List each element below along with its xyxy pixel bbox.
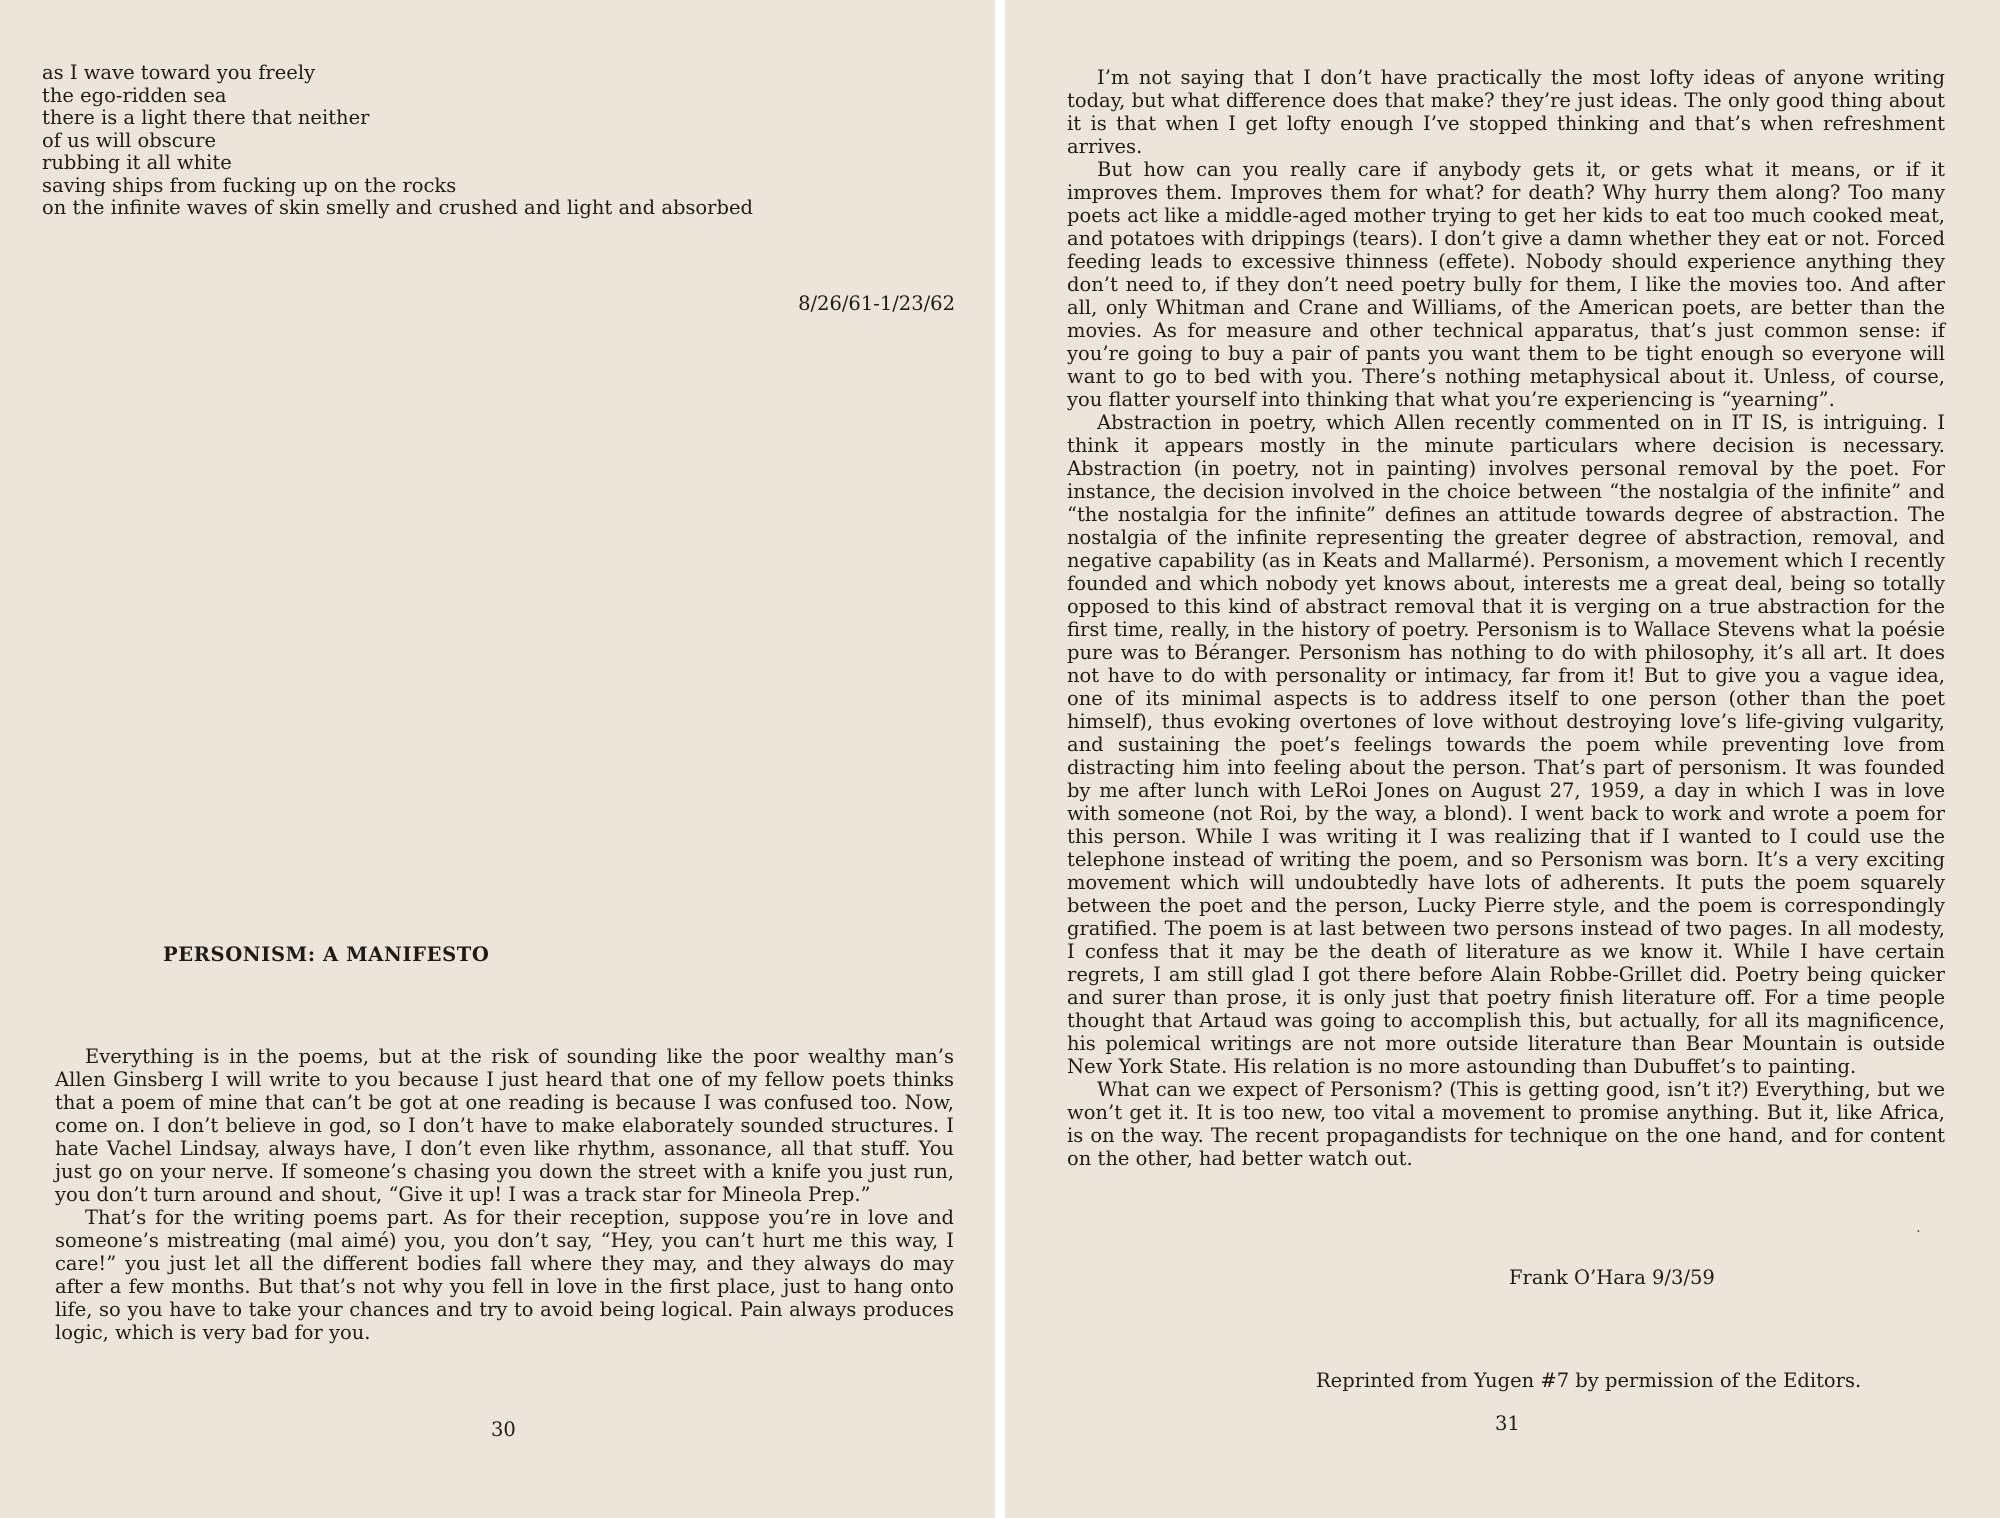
paragraph: Abstraction in poetry, which Allen recently commented on in IT IS, is intriguing. I think it appears mostly in the minute particulars where decision is necessary. Abstraction (in poetry, not in painting) involves personal removal by the poet. For instance, the decision involved in the choice between “the nostalgia of the infinite” and “the nostalgia for the infinite” defines an attitude towards degree of abstraction. The nostalgia of the infinite representing the greater degree of abstraction, removal, and negative capability (as in Keats and Mallarmé). Personism, a movement which I recently founded and which nobody yet knows about, interests me a great deal, being so totally opposed to this kind of abstract removal that it is verging on a true abstraction for the first time, really, in the history of poetry. Personism is to Wallace Stevens what la poésie pure was to Béranger. Personism has nothing to do with philosophy, it’s all art. It does not have to do with personality or intimacy, far from it! But to give you a vague idea, one of its minimal aspects is to address itself to one person (other than the poet himself), thus evoking overtones of love without destroying love’s life-giving vulgarity, and sustaining the poet’s feelings towards the poem while preventing love from distracting him into feeling about the person. That’s part of personism. It was founded by me after lunch with LeRoi Jones on August 27, 1959, a day in which I was in love with someone (not Roi, by the way, a blond). I went back to work and wrote a poem for this person. While I was writing it I was realizing that if I wanted to I could use the telephone instead of writing the poem, and so Personism was born. It’s a very exciting movement which will undoubtedly have lots of adherents. It puts the poem squarely between the poet and the person, Lucky Pierre style, and the poem is correspondingly gratified. The poem is at last between two persons instead of two pages. In all modesty, I confess that it may be the death of literature as we know it. While I have certain regrets, I am still glad I got there before Alain Robbe-Grillet did. Poetry being quicker and surer than prose, it is only just that poetry finish literature off. For a time people thought that Artaud was going to accomplish this, but actually, for all its magnificence, his polemical writings are not more outside literature than Bear Mountain is outside New York State. His relation is no more astounding than Dubuffet’s to painting. [1067, 411, 1945, 1078]
reprint-note: Reprinted from Yugen #7 by permission of the Editors. [1316, 1369, 1862, 1392]
manifesto-body-right [1067, 66, 1945, 1170]
gutter [995, 0, 1005, 1518]
left-page [0, 0, 995, 1518]
author-signature: Frank O’Hara 9/3/59 [1509, 1266, 1715, 1289]
manifesto-title: PERSONISM: A MANIFESTO [163, 943, 490, 966]
page-number-right: 31 [1495, 1412, 1520, 1435]
poem-line: there is a light there that neither [42, 106, 370, 129]
paragraph: Everything is in the poems, but at the risk of sounding like the poor wealthy man’s Allen Ginsberg I will write to you because I just heard that one of my fellow poets thinks that a poem of mine that can’t be got at one reading is because I was confused too. Now, come on. I don’t believe in god, so I don’t have to make elaborately sounded structures. I hate Vachel Lindsay, always have, I don’t even like rhythm, assonance, all that stuff. You just go on your nerve. If someone’s chasing you down the street with a knife you just run, you don’t turn around and shout, “Give it up! I was a track star for Mineola Prep.” [55, 1045, 954, 1206]
separator-dot: · [1916, 1222, 1921, 1240]
poem-dates: 8/26/61-1/23/62 [798, 292, 955, 315]
poem-line: saving ships from fucking up on the rocks [42, 173, 457, 197]
poem-excerpt [42, 62, 753, 220]
poem-line: rubbing it all white [42, 151, 232, 174]
poem-line: on the infinite waves of skin smelly and crushed and light and absorbed [42, 196, 753, 219]
poem-line: the ego-ridden sea [42, 83, 227, 107]
paragraph: That’s for the writing poems part. As for their reception, suppose you’re in love and someone’s mistreating (mal aimé) you, you don’t say, “Hey, you can’t hurt me this way, I care!” you just let all the different bodies fall where they may, and they always do may after a few months. But that’s not why you fell in love in the first place, just to hang onto life, so you have to take your chances and try to avoid being logical. Pain always produces logic, which is very bad for you. [55, 1206, 954, 1344]
right-page [1005, 0, 2000, 1518]
poem-line: of us will obscure [42, 128, 217, 152]
poem-line: as I wave toward you freely [42, 61, 316, 84]
paragraph: I’m not saying that I don’t have practically the most lofty ideas of anyone writing today, but what difference does that make? they’re just ideas. The only good thing about it is that when I get lofty enough I’ve stopped thinking and that’s when refreshment arrives. [1067, 66, 1945, 158]
page-number-left: 30 [491, 1418, 516, 1441]
paragraph: But how can you really care if anybody gets it, or gets what it means, or if it improves them. Improves them for what? for death? Why hurry them along? Too many poets act like a middle-aged mother trying to get her kids to eat too much cooked meat, and potatoes with drippings (tears). I don’t give a damn whether they eat or not. Forced feeding leads to excessive thinness (effete). Nobody should experience anything they don’t need to, if they don’t need poetry bully for them, I like the movies too. And after all, only Whitman and Crane and Williams, of the American poets, are better than the movies. As for measure and other technical apparatus, that’s just common sense: if you’re going to buy a pair of pants you want them to be tight enough so everyone will want to go to bed with you. There’s nothing metaphysical about it. Unless, of course, you flatter yourself into thinking that what you’re experiencing is “yearning”. [1067, 158, 1945, 411]
paragraph: What can we expect of Personism? (This is getting good, isn’t it?) Everything, but we won’t get it. It is too new, too vital a movement to promise anything. But it, like Africa, is on the way. The recent propagandists for technique on the one hand, and for content on the other, had better watch out. [1067, 1078, 1945, 1170]
manifesto-body-left [55, 1045, 954, 1344]
